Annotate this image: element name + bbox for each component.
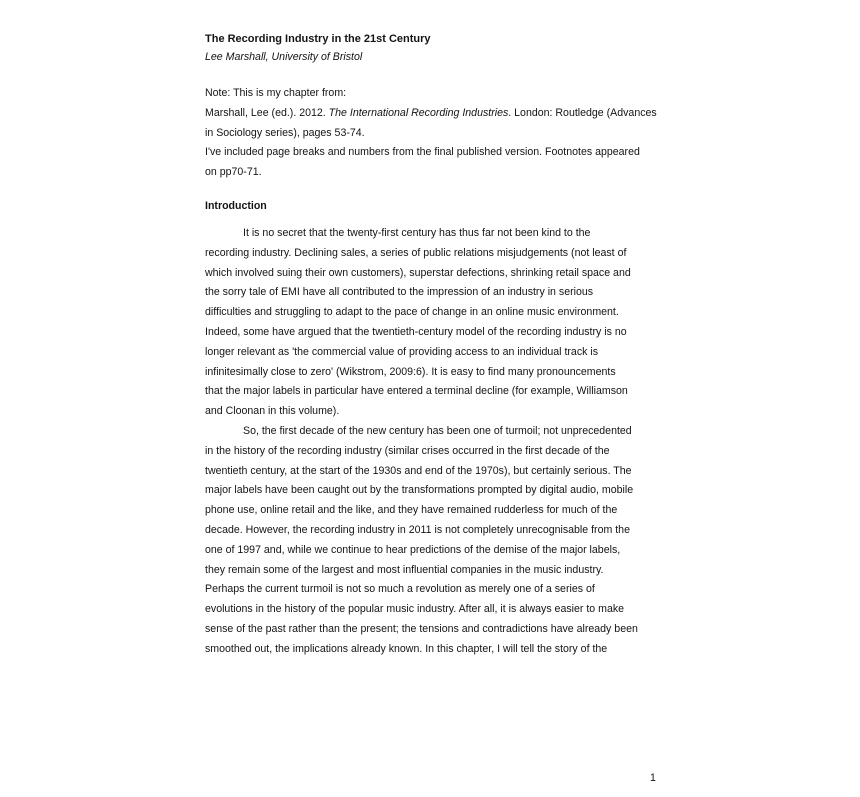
- page-number: 1: [650, 772, 656, 784]
- text-line: they remain some of the largest and most influential companies in the music industry.: [205, 563, 604, 576]
- note-line: in Sociology series), pages 53-74.: [205, 126, 365, 139]
- book-title: The International Recording Industries: [328, 106, 509, 119]
- section-heading: Introduction: [205, 199, 267, 212]
- text-line: phone use, online retail and the like, and they have remained rudderless for much of the: [205, 504, 618, 517]
- text-line: infinitesimally close to zero' (Wikstrom, 2009:6). It is easy to find many pronouncements: [205, 365, 616, 378]
- text-line: sense of the past rather than the present; the tensions and contradictions have already been: [205, 622, 638, 635]
- text-line: evolutions in the history of the popular music industry. After all, it is always easier to make: [205, 603, 625, 616]
- text-line: Indeed, some have argued that the twentieth-century model of the recording industry is no: [205, 325, 627, 338]
- citation-line: [205, 104, 657, 124]
- text-line: So, the first decade of the new century has been one of turmoil; not unprecedented: [243, 424, 632, 437]
- note-line: Note: This is my chapter from:: [205, 87, 347, 99]
- text-line: twentieth century, at the start of the 1930s and end of the 1970s), but certainly serious. The: [205, 464, 632, 477]
- text-line: Perhaps the current turmoil is not so much a revolution as merely one of a series of: [205, 583, 595, 596]
- text-line: that the major labels in particular have entered a terminal decline (for example, Williamson: [205, 385, 628, 398]
- note-block: [205, 84, 657, 183]
- document-author: Lee Marshall, University of Bristol: [205, 51, 363, 63]
- text-line: decade. However, the recording industry in 2011 is not completely unrecognisable from the: [205, 523, 630, 536]
- text-line: in the history of the recording industry (similar crises occurred in the first decade of the: [205, 444, 610, 457]
- text-line: which involved suing their own customers), superstar defections, shrinking retail space and: [205, 266, 631, 279]
- text-line: the sorry tale of EMI have all contributed to the impression of an industry in serious: [205, 286, 594, 299]
- document-title: The Recording Industry in the 21st Century: [205, 33, 431, 45]
- text-line: It is no secret that the twenty-first century has thus far not been kind to the: [243, 226, 591, 239]
- text-line: and Cloonan in this volume).: [205, 405, 340, 418]
- paragraph-1: [205, 224, 650, 422]
- text-line: major labels have been caught out by the transformations prompted by digital audio, mobile: [205, 484, 634, 497]
- text-line: one of 1997 and, while we continue to hear predictions of the demise of the major labels,: [205, 543, 621, 556]
- note-line: on pp70-71.: [205, 166, 262, 179]
- text-line: difficulties and struggling to adapt to the pace of change in an online music environment.: [205, 306, 619, 319]
- spacer: [205, 66, 650, 84]
- text-line: smoothed out, the implications already known. In this chapter, I will tell the story of the: [205, 642, 608, 655]
- document-page: [205, 30, 657, 660]
- paragraph-2: [205, 422, 650, 660]
- body-text: [205, 224, 650, 660]
- text-line: longer relevant as 'the commercial value of providing access to an individual track is: [205, 345, 599, 358]
- text-line: recording industry. Declining sales, a series of public relations misjudgements (not least of: [205, 246, 627, 259]
- note-line: I've included page breaks and numbers from the final published version. Footnotes appeared: [205, 146, 640, 159]
- citation-text: Marshall, Lee (ed.). 2012.: [205, 106, 329, 119]
- citation-text: . London: Routledge (Advances: [508, 106, 657, 119]
